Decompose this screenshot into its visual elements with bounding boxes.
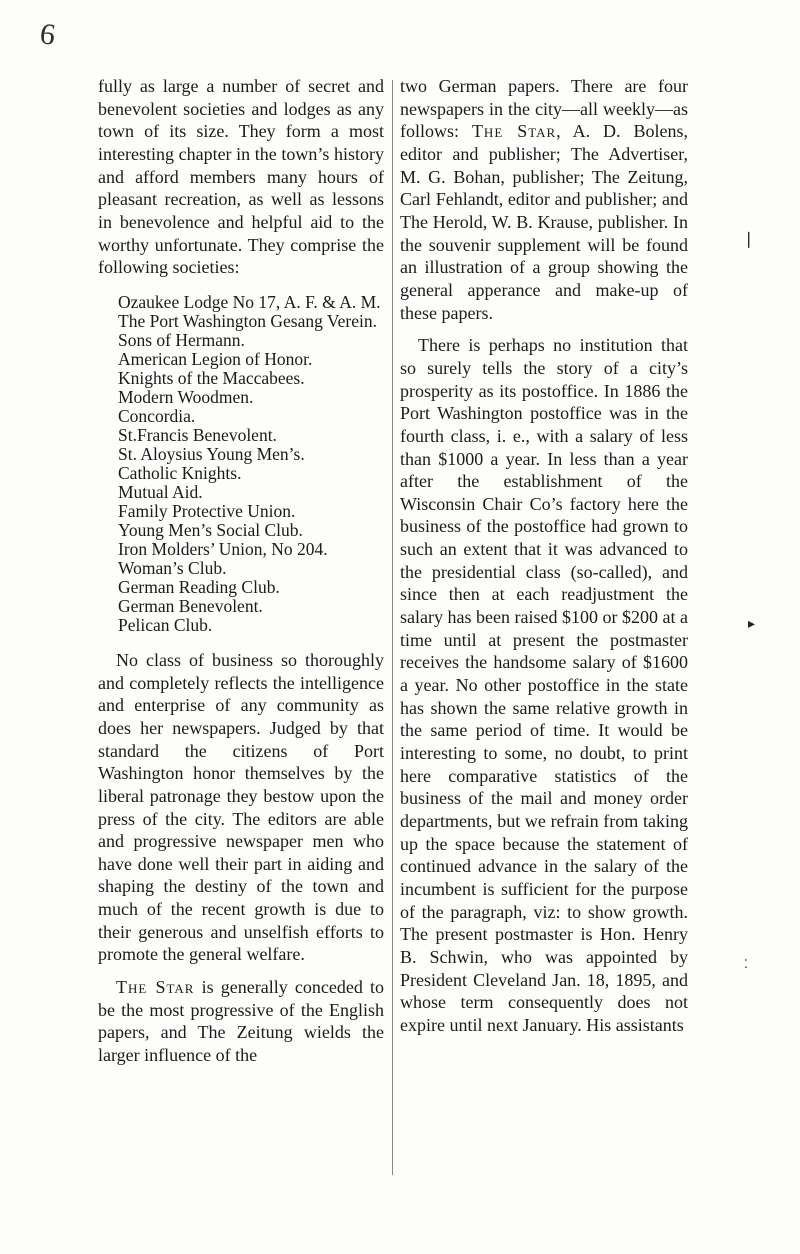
newspapers-list-text-a: two German papers. There are four newspapers in the city—all weekly—as follows: xyxy=(400,76,688,142)
left-column xyxy=(98,75,384,1067)
ink-speck-mark: ⁚ xyxy=(744,957,748,971)
society-item: Family Protective Union. xyxy=(118,500,296,521)
star-paragraph-text: is generally conceded to be the most progressive of the English papers, and The Zeitung wields the larger influence of the xyxy=(98,977,384,1066)
star-masthead-text: The Star xyxy=(116,977,195,998)
page-number: 6 xyxy=(37,17,58,52)
newspapers-paragraph: No class of business so thoroughly and completely reflects the intelligence and enterprise of any community as does her newspapers. Judged by that standard the citizens of Port Washington honor themselves by the liberal patronage they bestow upon the press of the city. The editors are able and progressive newspaper men who have done well their part in aiding and shaping the destiny of the town and much of the recent growth is due to their generous and unselfish efforts to promote the general welfare. xyxy=(98,649,384,965)
society-item: Young Men’s Social Club. xyxy=(118,519,303,540)
society-item: Mutual Aid. xyxy=(118,481,203,502)
star-paragraph xyxy=(98,976,384,1067)
society-item: Catholic Knights. xyxy=(118,462,242,483)
newspapers-list-text-b: , A. D. Bolens, editor and publisher; The Advertiser, M. G. Bohan, publisher; The Zeitung, Carl Fehlandt, editor and publisher; and The Herold, W. B. Krause, publisher. In the souvenir supplement will be found an illustration of a group showing the general apperance and make-up of these papers. xyxy=(400,121,688,323)
right-column xyxy=(400,75,688,1037)
society-item: German Benevolent. xyxy=(118,595,263,616)
societies-list xyxy=(98,293,384,635)
society-item: Pelican Club. xyxy=(118,614,213,635)
postoffice-paragraph: There is perhaps no institution that so surely tells the story of a city’s prosperity as its postoffice. In 1886 the Port Washington postoffice was in the fourth class, i. e., with a salary of less than $1000 a year. In less than a year after the establishment of the Wisconsin Chair Co’s factory here the business of the postoffice had grown to such an extent that it was advanced to the presidential class (so-called), and since then at each readjustment the salary has been raised $100 or $200 at a time until at present the postmaster receives the handsome salary of $1600 a year. No other postoffice in the state has shown the same relative growth in the same period of time. It would be interesting to some, no doubt, to print here comparative statistics of the business of the mail and money order departments, but we refrain from taking up the space because the statement of continued advance in the salary of the incumbent is sufficient for the purpose of the paragraph, viz: to show growth. The present postmaster is Hon. Henry B. Schwin, who was appointed by President Cleveland Jan. 18, 1895, and whose term consequently does not expire until next January. His assistants xyxy=(400,335,688,1035)
society-item: Ozaukee Lodge No 17, A. F. & A. M. xyxy=(118,291,381,312)
society-item: Iron Molders’ Union, No 204. xyxy=(118,538,328,559)
societies-intro-paragraph: fully as large a number of secret and benevolent societies and lodges as any town of its size. They form a most interesting chapter in the town’s history and afford members many hours of pleasant recreation, as well as lessons in benevolence and helpful aid to the worthy unfortunate. They comprise the following societies: xyxy=(98,76,384,278)
society-item: Concordia. xyxy=(118,405,196,426)
society-item: Knights of the Maccabees. xyxy=(118,367,305,388)
society-item: American Legion of Honor. xyxy=(118,348,313,369)
star-masthead-text: The Star xyxy=(471,121,557,142)
society-item: St.Francis Benevolent. xyxy=(118,424,277,445)
ink-speck-mark: ❘ xyxy=(742,231,756,248)
society-item: The Port Washington Gesang Verein. xyxy=(118,310,377,331)
ink-speck-mark: ▸ xyxy=(748,617,756,632)
newspapers-list-paragraph xyxy=(400,75,688,324)
society-item: Sons of Hermann. xyxy=(118,329,245,350)
society-item: Modern Woodmen. xyxy=(118,386,254,407)
society-item: Woman’s Club. xyxy=(118,557,227,578)
society-item: St. Aloysius Young Men’s. xyxy=(118,443,305,464)
column-rule xyxy=(392,80,393,1175)
society-item: German Reading Club. xyxy=(118,576,280,597)
